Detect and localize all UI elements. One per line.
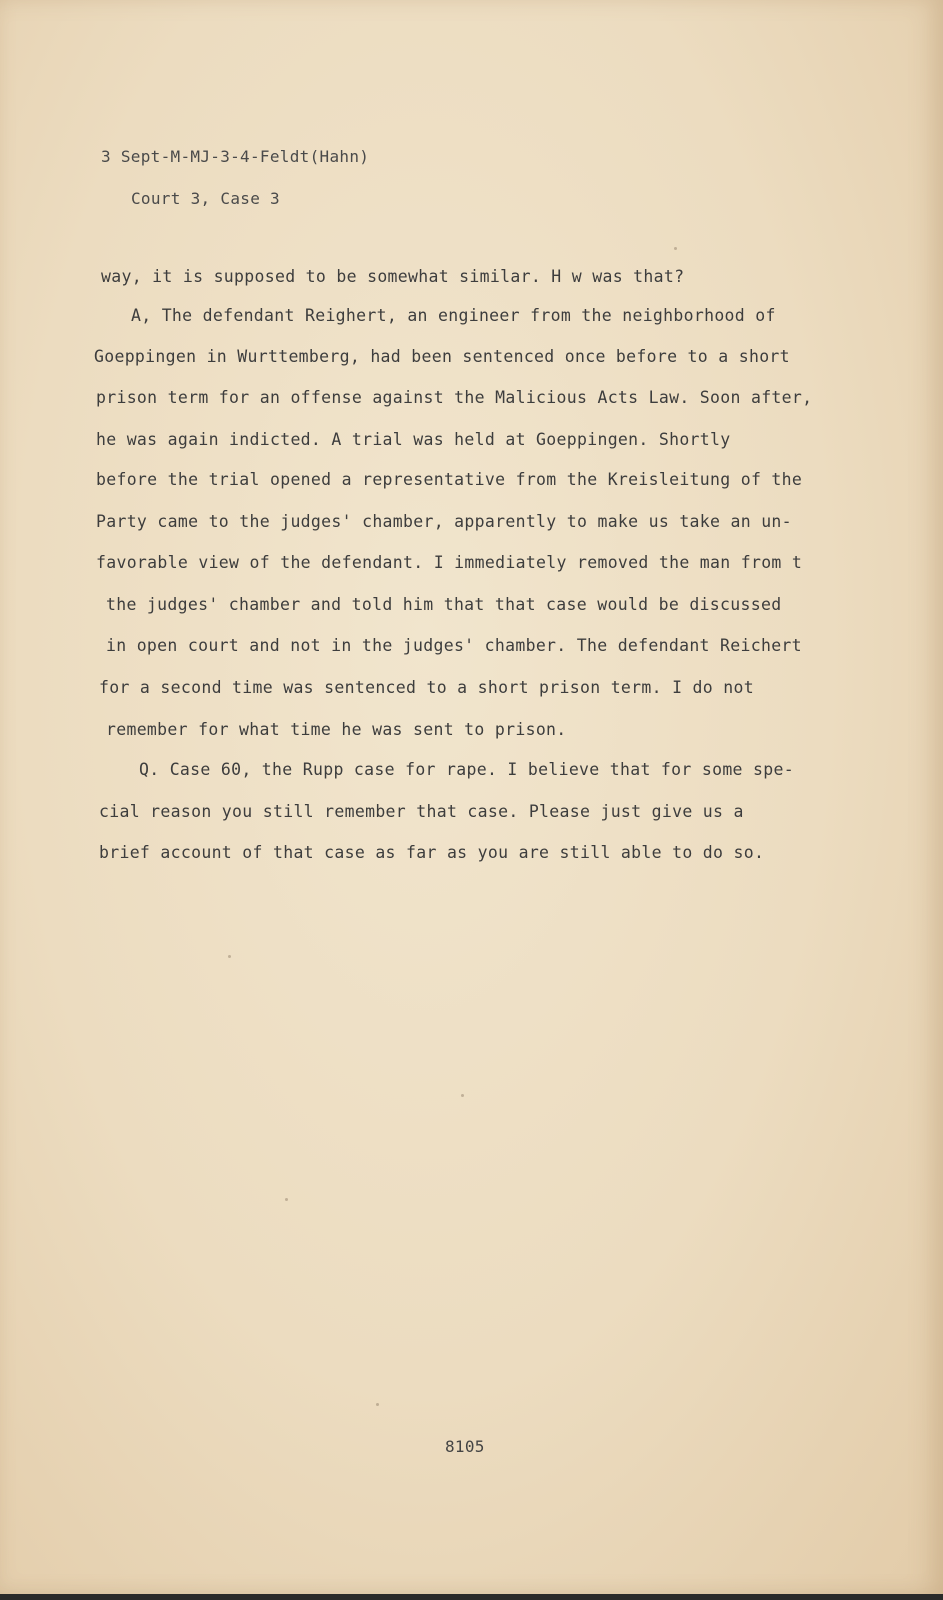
body-line: before the trial opened a representative from the Kreisleitung of the	[96, 470, 803, 489]
paper-speck	[228, 955, 231, 958]
body-line: way, it is supposed to be somewhat similar. H w was that?	[101, 267, 685, 286]
body-line: A, The defendant Reighert, an engineer from the neighborhood of	[131, 306, 776, 325]
paper-speck	[461, 1094, 464, 1097]
body-line: in open court and not in the judges' chamber. The defendant Reichert	[106, 636, 802, 655]
body-line: favorable view of the defendant. I immediately removed the man from t	[96, 553, 803, 572]
body-line: remember for what time he was sent to prison.	[106, 720, 567, 739]
paper-speck	[376, 1403, 379, 1406]
document-reference: 3 Sept-M-MJ-3-4-Feldt(Hahn)	[101, 147, 370, 166]
body-line: Goeppingen in Wurttemberg, had been sentenced once before to a short	[94, 347, 790, 366]
page-number: 8105	[445, 1437, 485, 1456]
body-line: Party came to the judges' chamber, apparently to make us take an un-	[96, 512, 792, 531]
body-line: cial reason you still remember that case. Please just give us a	[99, 802, 744, 821]
body-line: the judges' chamber and told him that that case would be discussed	[106, 595, 782, 614]
paper-speck	[674, 247, 677, 250]
body-line: he was again indicted. A trial was held at Goeppingen. Shortly	[96, 430, 731, 449]
court-case-label: Court 3, Case 3	[131, 189, 280, 208]
scan-edge	[0, 1594, 943, 1600]
body-line: for a second time was sentenced to a short prison term. I do not	[99, 678, 754, 697]
body-line: brief account of that case as far as you are still able to do so.	[99, 843, 765, 862]
paper-speck	[285, 1198, 288, 1201]
body-line: Q. Case 60, the Rupp case for rape. I believe that for some spe-	[139, 760, 794, 779]
body-line: prison term for an offense against the Malicious Acts Law. Soon after,	[96, 388, 813, 407]
